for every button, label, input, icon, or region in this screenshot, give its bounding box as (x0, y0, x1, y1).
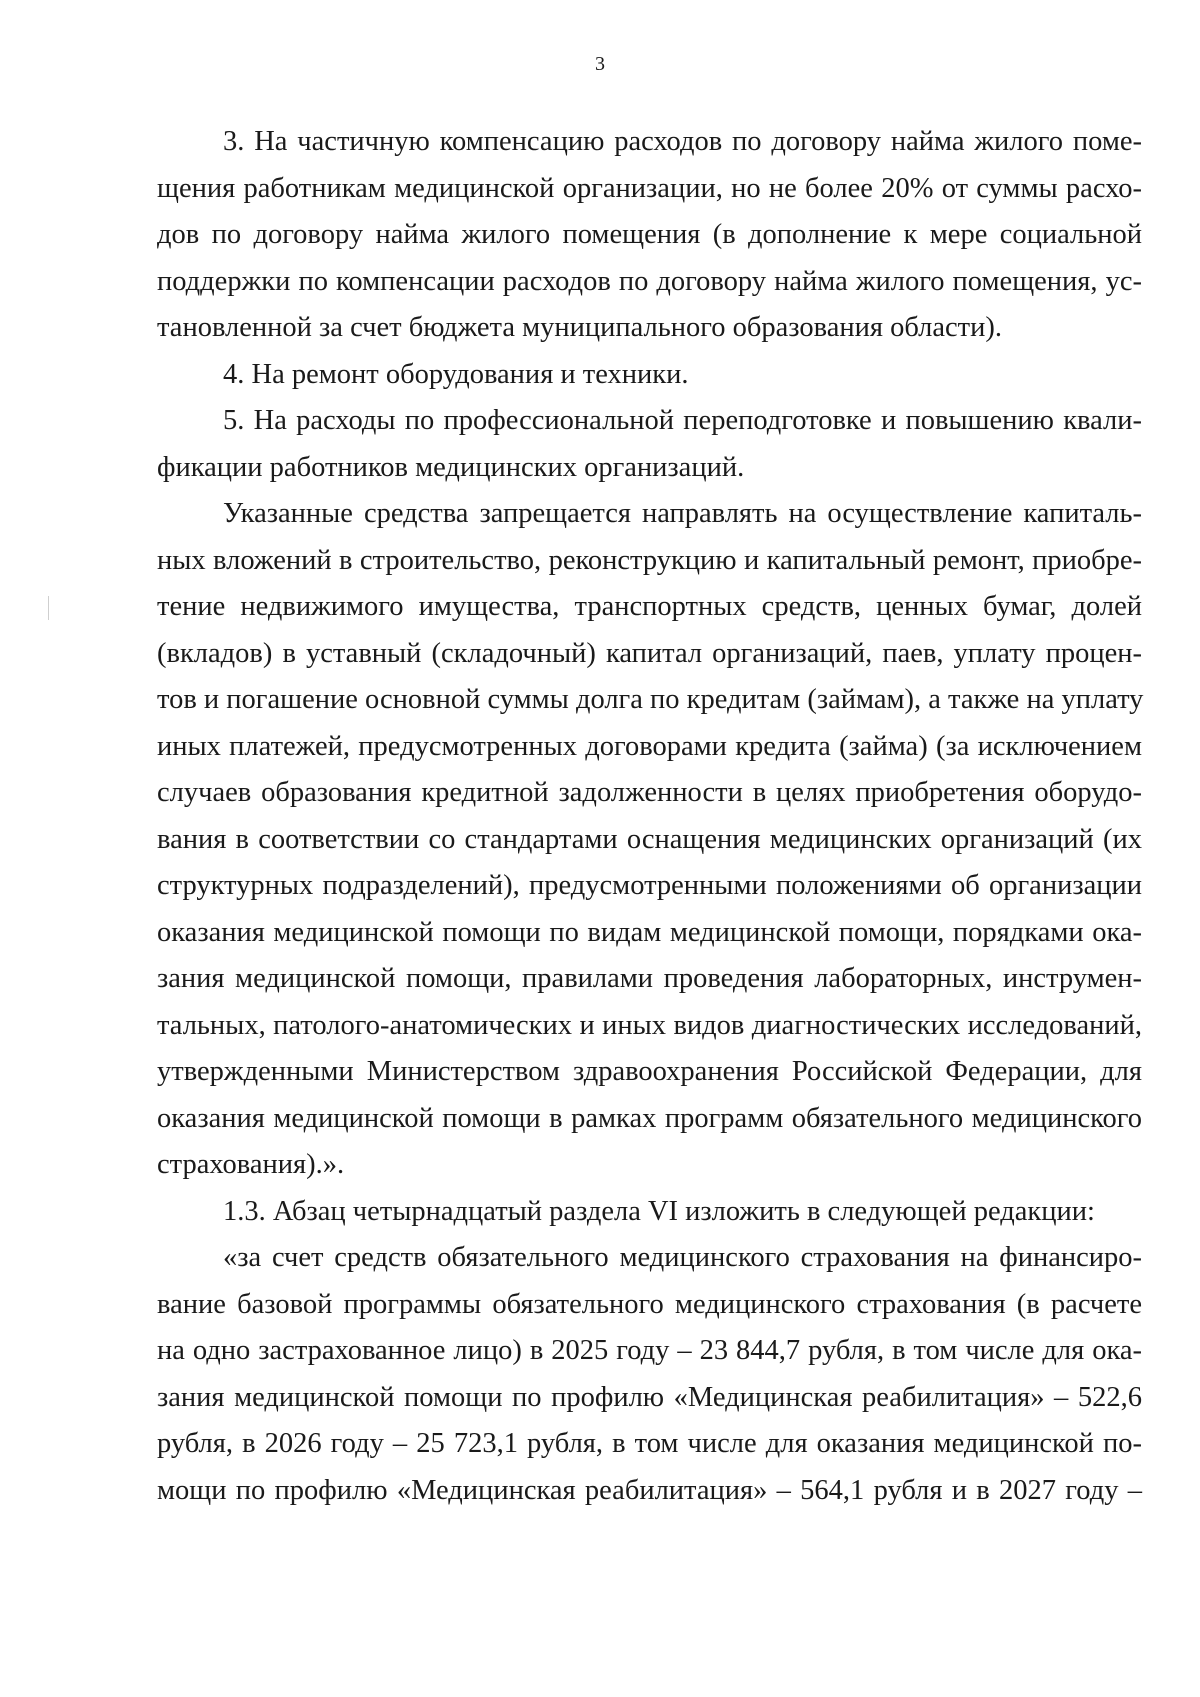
text-line: рубля, в 2026 году – 25 723,1 рубля, в том числе для оказания медицинской по- (157, 1428, 1142, 1459)
scan-artifact (48, 596, 49, 620)
text-line: зания медицинской помощи по профилю «Медицинская реабилитация» – 522,6 (157, 1381, 1142, 1413)
text-line: поддержки по компенсации расходов по договору найма жилого помещения, ус- (157, 265, 1142, 297)
text-line: мощи по профилю «Медицинская реабилитация» – 564,1 рубля и в 2027 году – (157, 1474, 1142, 1506)
text-line: тение недвижимого имущества, транспортных средств, ценных бумаг, долей (157, 591, 1142, 622)
text-line: ных вложений в строительство, реконструкцию и капитальный ремонт, приобре- (157, 544, 1142, 576)
text-line: на одно застрахованное лицо) в 2025 году – 23 844,7 рубля, в том числе для ока- (157, 1335, 1142, 1366)
text-line: структурных подразделений), предусмотренными положениями об организации (157, 870, 1142, 901)
text-line: иных платежей, предусмотренных договорами кредита (займа) (за исключением (157, 730, 1142, 762)
text-line: оказания медицинской помощи в рамках программ обязательного медицинского (157, 1102, 1142, 1134)
text-line: Указанные средства запрещается направлять на осуществление капиталь- (223, 498, 1142, 529)
text-line: (вкладов) в уставный (складочный) капитал организаций, паев, уплату процен- (157, 637, 1142, 669)
text-line: случаев образования кредитной задолженности в целях приобретения оборудо- (157, 777, 1142, 808)
text-line: зания медицинской помощи, правилами проведения лабораторных, инструмен- (157, 963, 1142, 994)
text-line: 4. На ремонт оборудования и техники. (223, 358, 689, 390)
text-line: щения работникам медицинской организации, но не более 20% от суммы расхо- (157, 172, 1142, 204)
text-line: тановленной за счет бюджета муниципального образования области). (157, 312, 1002, 343)
text-line: утвержденными Министерством здравоохранения Российской Федерации, для (157, 1056, 1142, 1087)
text-line: 5. На расходы по профессиональной переподготовке и повышению квали- (223, 405, 1142, 436)
text-line: «за счет средств обязательного медицинского страхования на финансиро- (223, 1242, 1142, 1273)
text-line: тов и погашение основной суммы долга по кредитам (займам), а также на уплату (157, 684, 1144, 715)
text-line: 1.3. Абзац четырнадцатый раздела VI изложить в следующей редакции: (223, 1195, 1095, 1227)
text-line: тальных, патолого-анатомических и иных видов диагностических исследований, (157, 1009, 1142, 1041)
text-line: дов по договору найма жилого помещения (в дополнение к мере социальной (157, 219, 1142, 250)
document-body (157, 119, 1142, 1514)
text-line: оказания медицинской помощи по видам медицинской помощи, порядками ока- (157, 916, 1142, 948)
text-line: 3. На частичную компенсацию расходов по договору найма жилого поме- (223, 126, 1142, 157)
text-line: вание базовой программы обязательного медицинского страхования (в расчете (157, 1288, 1142, 1320)
text-line: вания в соответствии со стандартами оснащения медицинских организаций (их (157, 823, 1142, 855)
text-line: фикации работников медицинских организаций. (157, 451, 745, 483)
page-number: 3 (595, 53, 605, 75)
text-line: страхования).». (157, 1149, 345, 1180)
